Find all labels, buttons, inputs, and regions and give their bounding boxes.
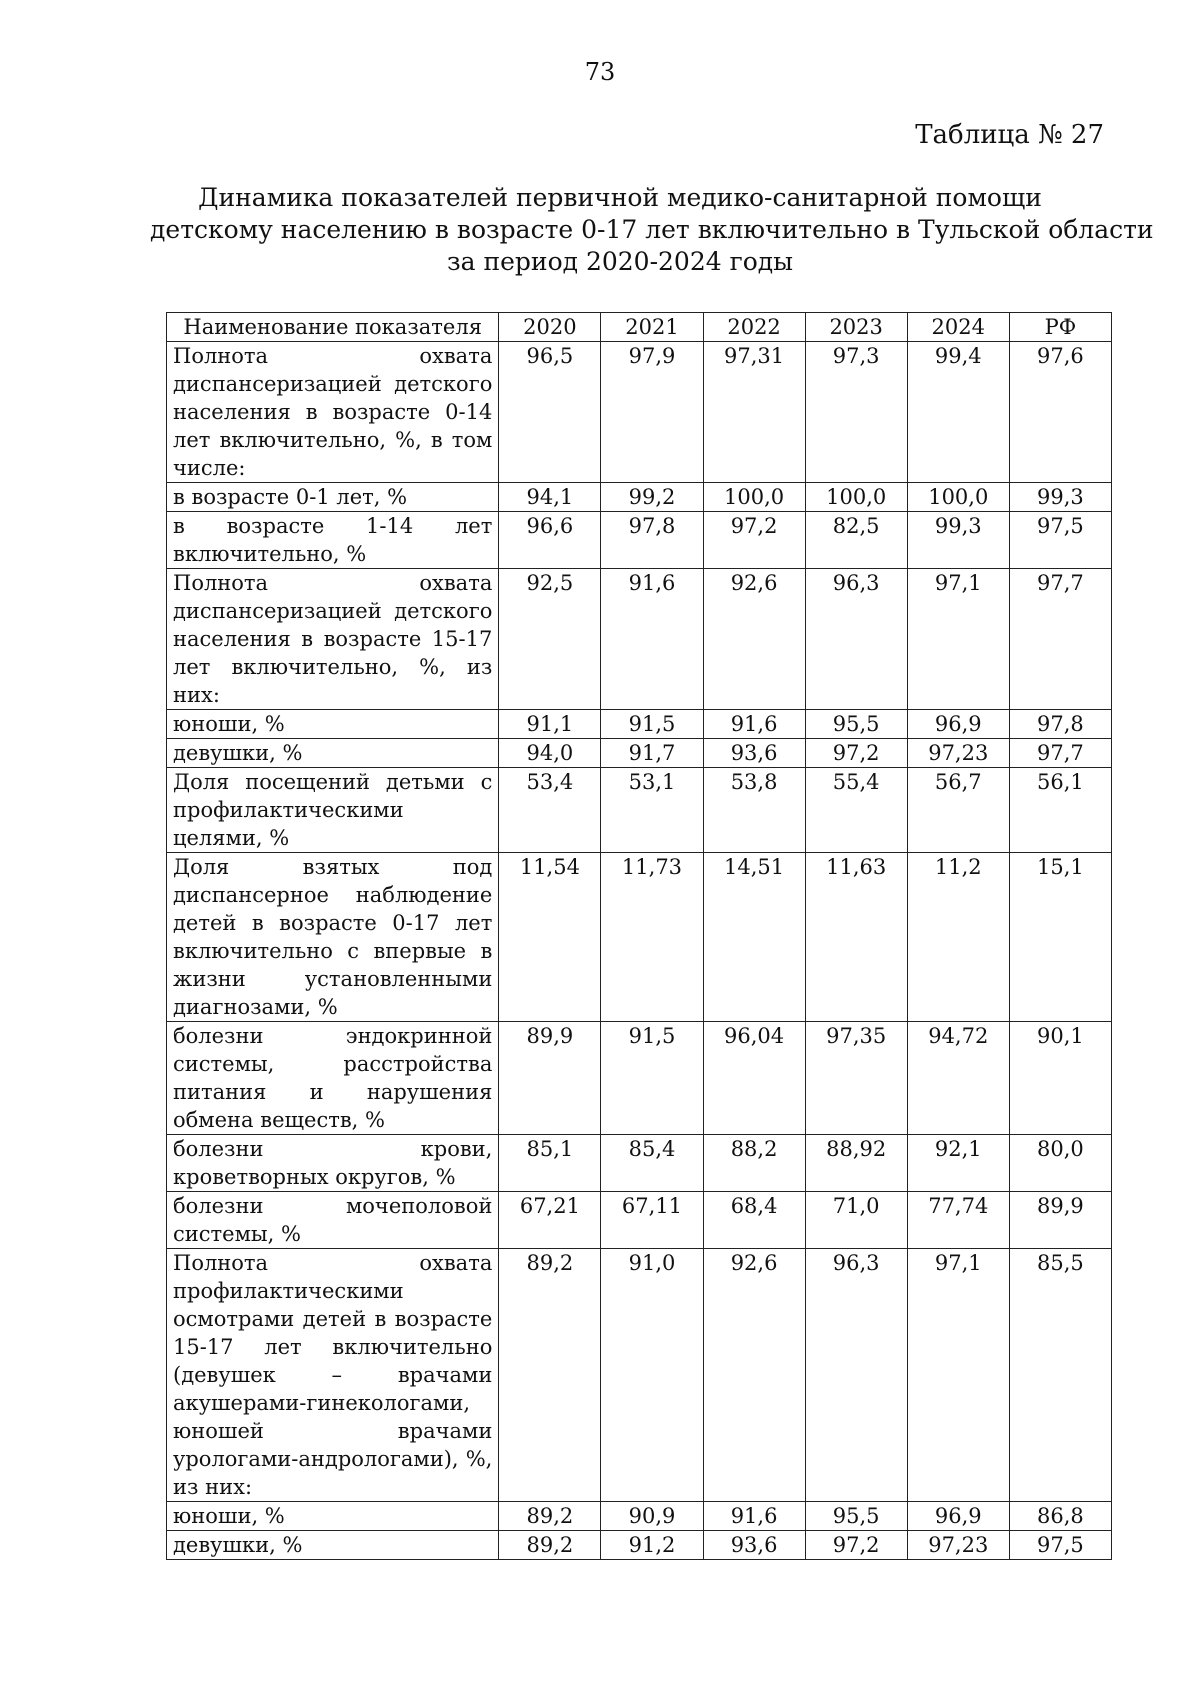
value-cell-2021: 91,0 xyxy=(601,1249,703,1502)
value-cell-rf: 85,5 xyxy=(1009,1249,1111,1502)
value-cell-2021: 97,9 xyxy=(601,342,703,483)
title-line-2: детскому населению в возрасте 0-17 лет включительно в Тульской области xyxy=(150,215,1154,244)
table-row xyxy=(167,1135,1112,1192)
indicator-name-cell: Доля взятых под диспансерное наблюдение детей в возрасте 0-17 лет включительно с впервые в жизни установленными диагнозами, % xyxy=(167,853,499,1022)
value-cell-2024: 96,9 xyxy=(907,710,1009,739)
value-cell-2020: 92,5 xyxy=(499,569,601,710)
header-2022: 2022 xyxy=(703,313,805,342)
value-cell-2024: 77,74 xyxy=(907,1192,1009,1249)
value-cell-2021: 91,2 xyxy=(601,1531,703,1560)
value-cell-2024: 56,7 xyxy=(907,768,1009,853)
value-cell-2022: 100,0 xyxy=(703,483,805,512)
value-cell-rf: 15,1 xyxy=(1009,853,1111,1022)
value-cell-2023: 82,5 xyxy=(805,512,907,569)
table-body xyxy=(167,342,1112,1560)
value-cell-2023: 97,2 xyxy=(805,739,907,768)
value-cell-2020: 11,54 xyxy=(499,853,601,1022)
table-row xyxy=(167,1022,1112,1135)
table-row xyxy=(167,710,1112,739)
value-cell-2022: 88,2 xyxy=(703,1135,805,1192)
header-indicator-name: Наименование показателя xyxy=(167,313,499,342)
indicator-name-cell: Полнота охвата диспансеризацией детского населения в возрасте 0-14 лет включительно, %, в том числе: xyxy=(167,342,499,483)
value-cell-2022: 93,6 xyxy=(703,1531,805,1560)
value-cell-rf: 86,8 xyxy=(1009,1502,1111,1531)
value-cell-2023: 97,2 xyxy=(805,1531,907,1560)
table-row xyxy=(167,853,1112,1022)
header-rf: РФ xyxy=(1009,313,1111,342)
value-cell-2023: 97,35 xyxy=(805,1022,907,1135)
table-row xyxy=(167,483,1112,512)
indicator-name-cell: в возрасте 1-14 лет включительно, % xyxy=(167,512,499,569)
value-cell-2024: 94,72 xyxy=(907,1022,1009,1135)
indicator-name-cell: болезни мочеполовой системы, % xyxy=(167,1192,499,1249)
value-cell-2021: 90,9 xyxy=(601,1502,703,1531)
value-cell-2020: 94,1 xyxy=(499,483,601,512)
value-cell-2020: 89,9 xyxy=(499,1022,601,1135)
indicator-name-cell: болезни крови, кроветворных округов, % xyxy=(167,1135,499,1192)
value-cell-2023: 11,63 xyxy=(805,853,907,1022)
value-cell-2024: 99,4 xyxy=(907,342,1009,483)
value-cell-2024: 97,23 xyxy=(907,739,1009,768)
value-cell-rf: 97,5 xyxy=(1009,1531,1111,1560)
table-row xyxy=(167,1531,1112,1560)
value-cell-2020: 85,1 xyxy=(499,1135,601,1192)
value-cell-2021: 97,8 xyxy=(601,512,703,569)
table-row xyxy=(167,1502,1112,1531)
value-cell-2024: 100,0 xyxy=(907,483,1009,512)
header-2021: 2021 xyxy=(601,313,703,342)
value-cell-2021: 11,73 xyxy=(601,853,703,1022)
indicator-name-cell: Полнота охвата диспансеризацией детского населения в возрасте 15-17 лет включительно, %, из них: xyxy=(167,569,499,710)
value-cell-2022: 91,6 xyxy=(703,1502,805,1531)
value-cell-2022: 93,6 xyxy=(703,739,805,768)
header-2023: 2023 xyxy=(805,313,907,342)
value-cell-rf: 97,7 xyxy=(1009,739,1111,768)
value-cell-2020: 96,6 xyxy=(499,512,601,569)
indicator-name-cell: Доля посещений детьми с профилактическими целями, % xyxy=(167,768,499,853)
table-label: Таблица № 27 xyxy=(915,120,1104,150)
value-cell-2022: 97,2 xyxy=(703,512,805,569)
value-cell-2022: 92,6 xyxy=(703,1249,805,1502)
indicator-name-cell: девушки, % xyxy=(167,1531,499,1560)
value-cell-2020: 67,21 xyxy=(499,1192,601,1249)
value-cell-2021: 53,1 xyxy=(601,768,703,853)
value-cell-2020: 94,0 xyxy=(499,739,601,768)
value-cell-2022: 92,6 xyxy=(703,569,805,710)
value-cell-2023: 96,3 xyxy=(805,1249,907,1502)
value-cell-2021: 67,11 xyxy=(601,1192,703,1249)
value-cell-rf: 97,7 xyxy=(1009,569,1111,710)
value-cell-2024: 92,1 xyxy=(907,1135,1009,1192)
value-cell-2022: 14,51 xyxy=(703,853,805,1022)
indicator-name-cell: Полнота охвата профилактическими осмотрами детей в возрасте 15-17 лет включительно (девушек – врачами акушерами-гинекологами, юношей врачами урологами-андрологами), %, из них: xyxy=(167,1249,499,1502)
title-line-1: Динамика показателей первичной медико-санитарной помощи xyxy=(198,183,1042,212)
value-cell-2022: 91,6 xyxy=(703,710,805,739)
value-cell-2021: 91,5 xyxy=(601,1022,703,1135)
value-cell-rf: 99,3 xyxy=(1009,483,1111,512)
value-cell-2022: 97,31 xyxy=(703,342,805,483)
table-row xyxy=(167,342,1112,483)
value-cell-2023: 95,5 xyxy=(805,1502,907,1531)
header-2020: 2020 xyxy=(499,313,601,342)
indicators-table xyxy=(166,312,1112,1560)
header-2024: 2024 xyxy=(907,313,1009,342)
table-row xyxy=(167,1249,1112,1502)
table-row xyxy=(167,739,1112,768)
value-cell-rf: 89,9 xyxy=(1009,1192,1111,1249)
value-cell-2023: 88,92 xyxy=(805,1135,907,1192)
value-cell-2020: 89,2 xyxy=(499,1531,601,1560)
indicator-name-cell: девушки, % xyxy=(167,739,499,768)
value-cell-2023: 95,5 xyxy=(805,710,907,739)
value-cell-2023: 100,0 xyxy=(805,483,907,512)
title-line-3: за период 2020-2024 годы xyxy=(446,247,794,276)
value-cell-2022: 53,8 xyxy=(703,768,805,853)
value-cell-2021: 99,2 xyxy=(601,483,703,512)
header-row xyxy=(167,313,1112,342)
value-cell-2021: 91,5 xyxy=(601,710,703,739)
indicator-name-cell: юноши, % xyxy=(167,710,499,739)
value-cell-2020: 89,2 xyxy=(499,1502,601,1531)
value-cell-2023: 96,3 xyxy=(805,569,907,710)
value-cell-2024: 99,3 xyxy=(907,512,1009,569)
value-cell-rf: 80,0 xyxy=(1009,1135,1111,1192)
value-cell-rf: 97,6 xyxy=(1009,342,1111,483)
value-cell-rf: 97,8 xyxy=(1009,710,1111,739)
value-cell-rf: 97,5 xyxy=(1009,512,1111,569)
value-cell-2020: 89,2 xyxy=(499,1249,601,1502)
table-row xyxy=(167,569,1112,710)
indicator-name-cell: юноши, % xyxy=(167,1502,499,1531)
value-cell-2021: 85,4 xyxy=(601,1135,703,1192)
value-cell-2022: 96,04 xyxy=(703,1022,805,1135)
value-cell-2023: 55,4 xyxy=(805,768,907,853)
value-cell-2024: 97,23 xyxy=(907,1531,1009,1560)
table-title xyxy=(150,182,1154,278)
value-cell-rf: 56,1 xyxy=(1009,768,1111,853)
value-cell-2023: 71,0 xyxy=(805,1192,907,1249)
value-cell-2024: 97,1 xyxy=(907,569,1009,710)
value-cell-2021: 91,6 xyxy=(601,569,703,710)
value-cell-2020: 53,4 xyxy=(499,768,601,853)
indicator-name-cell: болезни эндокринной системы, расстройства питания и нарушения обмена веществ, % xyxy=(167,1022,499,1135)
value-cell-rf: 90,1 xyxy=(1009,1022,1111,1135)
value-cell-2020: 91,1 xyxy=(499,710,601,739)
value-cell-2024: 11,2 xyxy=(907,853,1009,1022)
value-cell-2024: 97,1 xyxy=(907,1249,1009,1502)
page-number: 73 xyxy=(584,58,616,86)
table-row xyxy=(167,512,1112,569)
value-cell-2020: 96,5 xyxy=(499,342,601,483)
table-row xyxy=(167,768,1112,853)
value-cell-2021: 91,7 xyxy=(601,739,703,768)
value-cell-2022: 68,4 xyxy=(703,1192,805,1249)
value-cell-2023: 97,3 xyxy=(805,342,907,483)
indicator-name-cell: в возрасте 0-1 лет, % xyxy=(167,483,499,512)
table-row xyxy=(167,1192,1112,1249)
value-cell-2024: 96,9 xyxy=(907,1502,1009,1531)
